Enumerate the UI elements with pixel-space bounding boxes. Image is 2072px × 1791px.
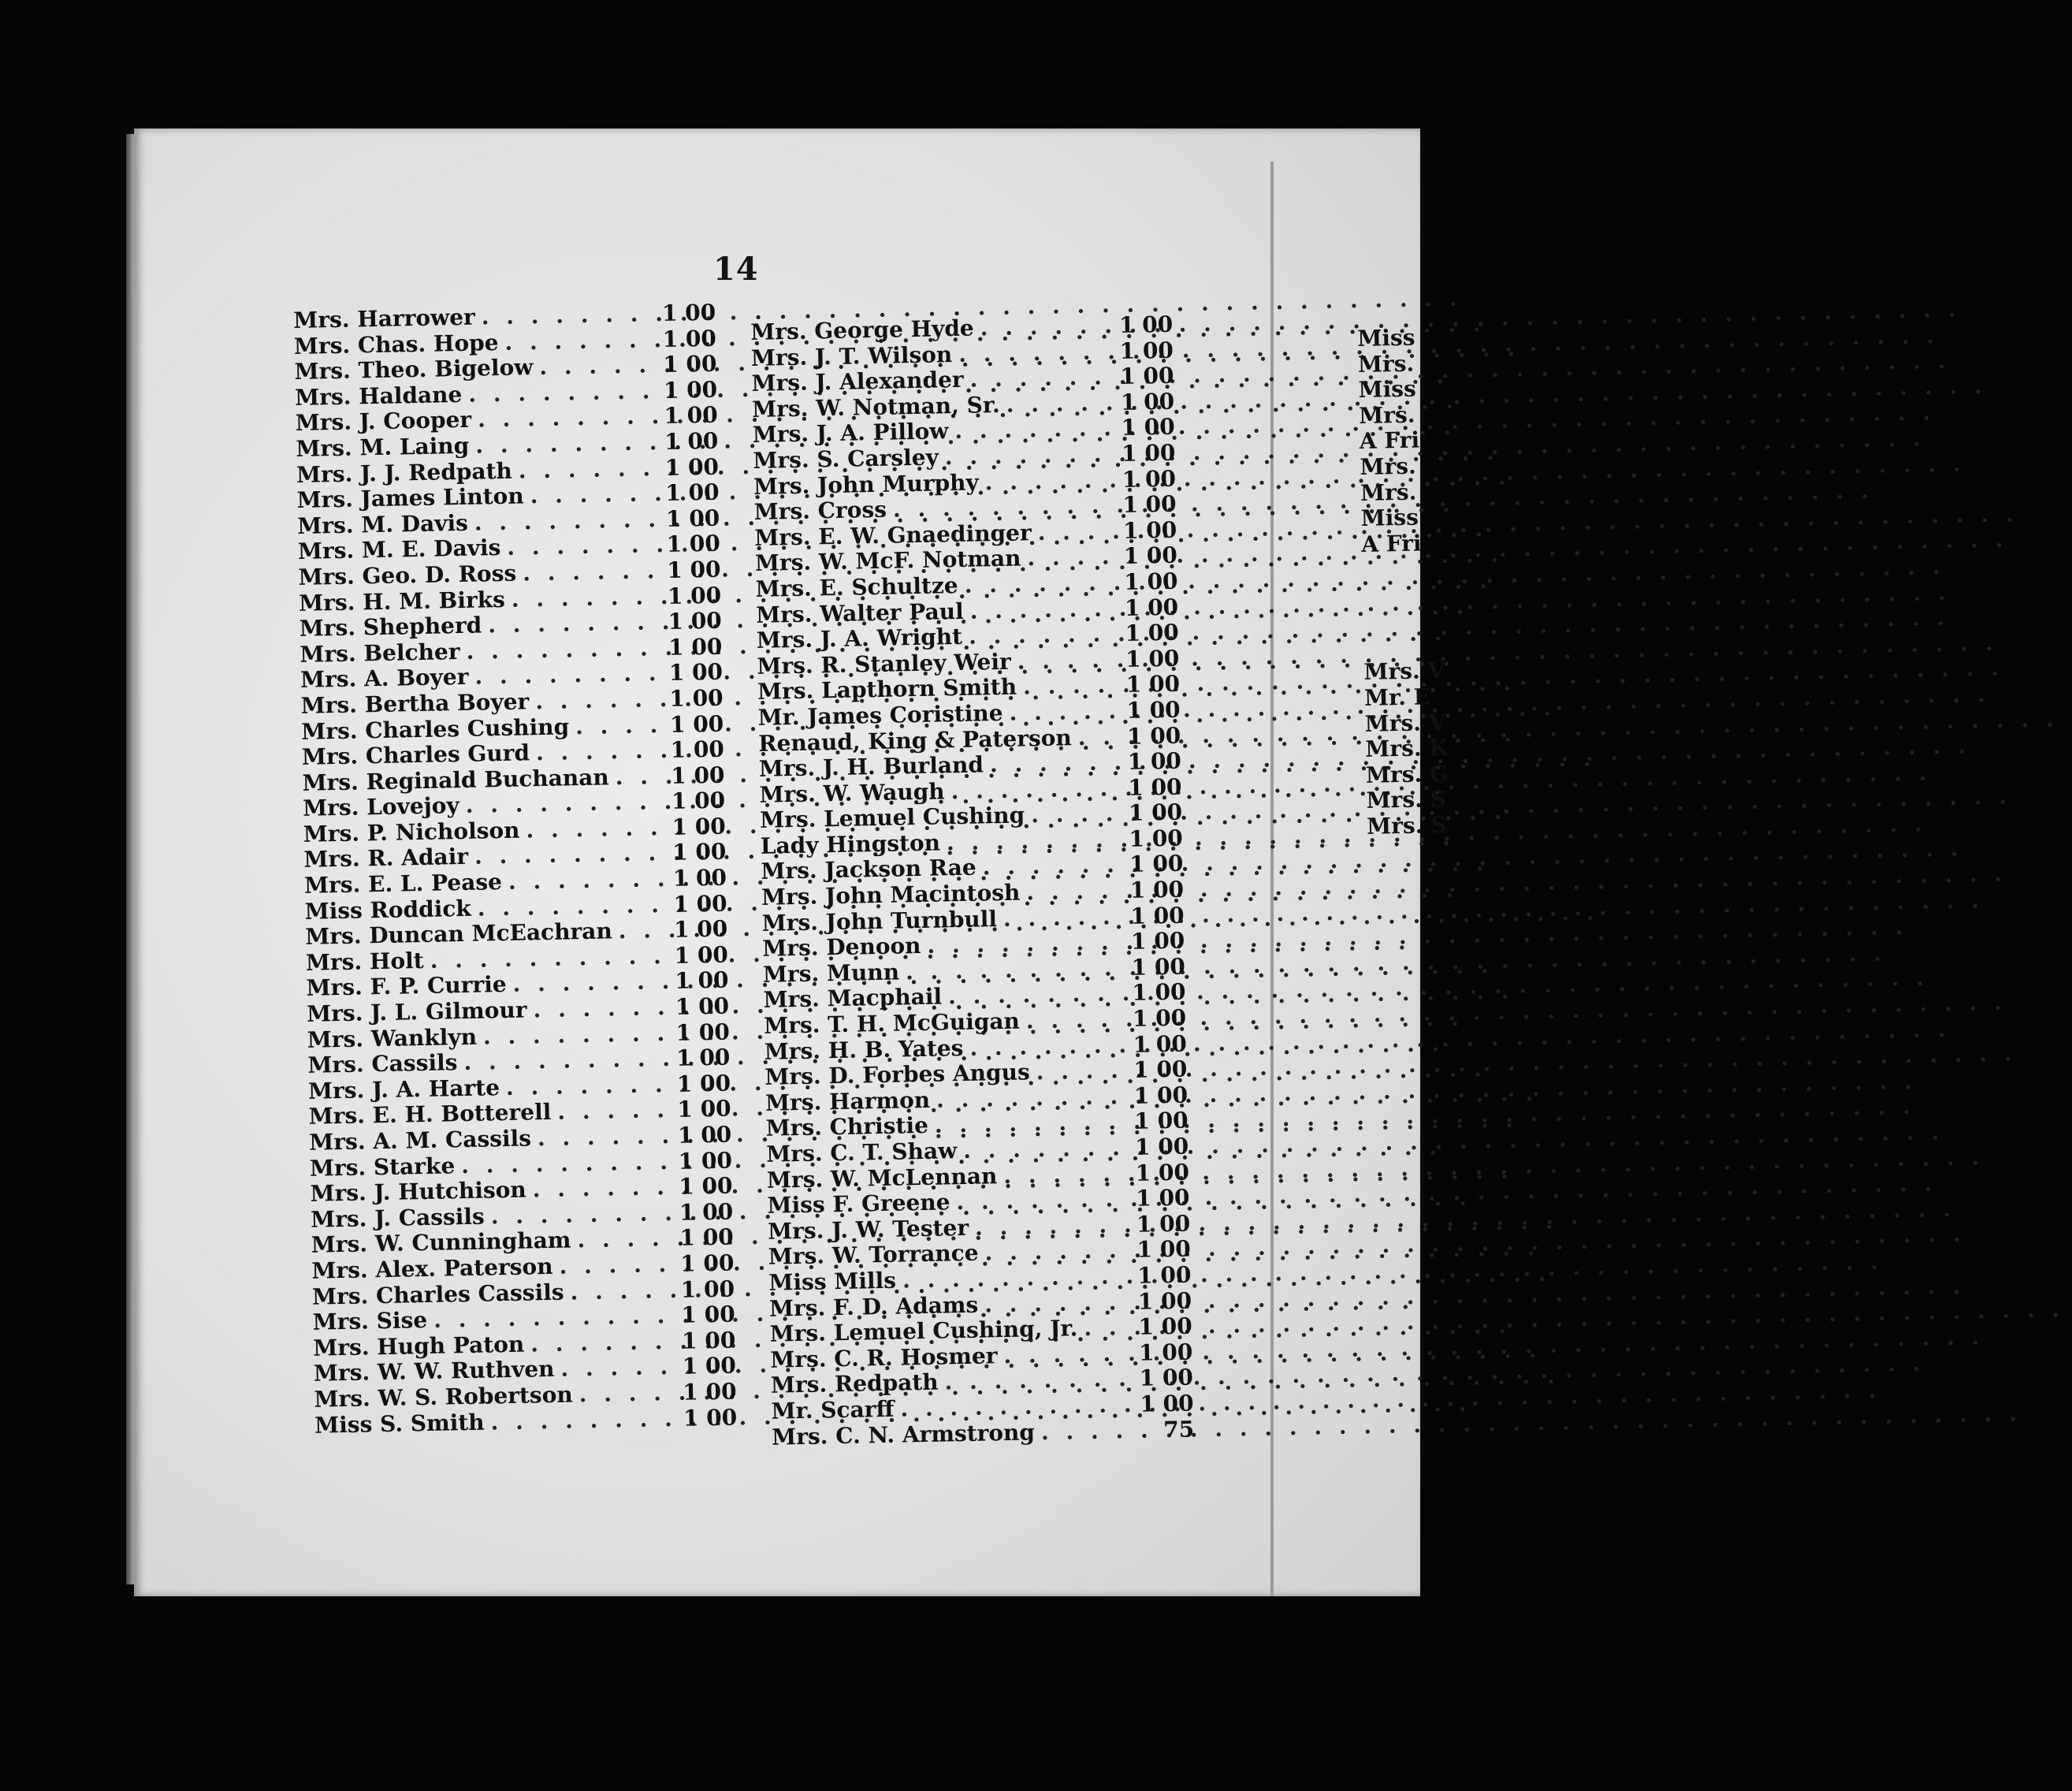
donor-name: Mrs. James Linton [296,482,524,514]
donation-amount: 1 00 [677,1121,732,1149]
donation-amount: 1 00 [668,607,723,635]
donation-amount: 1 00 [1130,902,1185,929]
donation-amount: 1 00 [1139,1390,1194,1417]
donation-amount: 1 00 [669,684,724,712]
donation-amount: 1 00 [675,992,730,1020]
donation-amount: 1 00 [674,941,729,969]
donation-amount: 1 00 [663,376,718,404]
page-number: 14 [713,251,759,288]
donor-name: Mrs. Duncan McEachran [305,918,613,951]
donation-amount: 1 00 [1133,1056,1188,1084]
donation-amount: 1 00 [678,1147,733,1175]
donor-name-fragment: Mrs. G [1365,760,1449,788]
donor-name: Mrs. R. Stanley Weir [757,648,1011,680]
donation-amount: 1 00 [670,761,725,789]
donation-amount: 1 00 [1118,311,1174,339]
donor-name: Mrs. J. J. Redpath [296,457,513,488]
donor-name: Mrs. C. T. Shaw [766,1138,958,1167]
donor-name: Mrs. F. D. Adams [768,1291,979,1322]
donor-name: Mrs. W. Torrance [768,1240,979,1271]
donor-name: Mrs. George Hyde [750,315,975,345]
donor-name: Mrs. Christie [765,1112,929,1142]
donation-amount: 1 00 [670,735,725,764]
donation-amount: 1 00 [1131,978,1186,1007]
donor-name: Mrs. T. H. McGuigan [763,1007,1021,1039]
middle-column [750,311,1200,1450]
donor-name: Mrs. Belcher [299,638,460,668]
donation-amount: 1 00 [669,710,724,738]
donor-name: Mrs. C. N. Armstrong [771,1418,1036,1450]
donor-name: Mrs. J. L. Gilmour [306,996,527,1027]
donation-amount: 1 00 [680,1275,735,1303]
donation-amount: 1 00 [666,556,721,583]
donor-name-fragment: Miss [1357,324,1415,352]
donor-name: Mr. James Coristine [757,699,1003,731]
donor-name: Mrs. F. P. Currie [306,971,507,1002]
donor-name: Mrs. Holt [305,947,424,976]
donor-name: Mrs. Sise [312,1307,428,1335]
donor-name: Mrs. John Turnbull [761,905,998,936]
list-item-fragment [1358,375,1441,403]
donation-amount: 1 00 [1136,1235,1192,1264]
donor-name-fragment: Mrs. V [1364,709,1446,737]
donation-amount: 1 00 [1129,876,1185,903]
donor-name: Mrs. W. McLennan [766,1162,998,1193]
donation-amount: 1 00 [1127,773,1182,801]
donation-amount: 1 00 [1138,1339,1193,1366]
donation-amount: 1 00 [1125,670,1181,698]
donation-amount: 1 00 [1119,362,1174,390]
donor-name-fragment: Mrs. [1360,478,1417,506]
donor-name: Mrs. W. McF. Notman [754,545,1021,577]
right-column-fragment [1357,324,1450,839]
donor-name: Mrs. J. A. Harte [307,1074,500,1104]
donor-name: Miss S. Smith [314,1409,485,1439]
donation-amount: 1 00 [661,299,716,327]
donation-amount: 1 00 [1135,1184,1190,1212]
donor-name: Mrs. John Murphy [753,469,980,500]
donor-name: Mrs. J. Cooper [295,407,472,437]
donor-name: Mrs. Harrower [293,303,476,333]
donation-amount: 75 [1162,1415,1195,1443]
donor-name: Mr. Scarff [771,1395,895,1424]
donation-amount: 1 00 [1133,1082,1189,1109]
donation-amount: 1 00 [675,1018,731,1046]
donation-amount: 1 00 [1134,1107,1189,1135]
donor-name: Mrs. M. E. Davis [297,534,501,565]
donor-name: Mrs. P. Nicholson [303,817,520,847]
donor-name: Mrs. Cassils [307,1049,458,1079]
donation-amount: 1 00 [678,1172,733,1200]
donation-amount: 1 00 [1132,1004,1187,1032]
donor-name: Mrs. Denoon [762,933,921,963]
donation-amount: 1 00 [664,402,719,430]
donor-name: Mrs. H. M. Birks [298,586,506,616]
donor-name: Mrs. M. Davis [297,509,469,539]
list-item-fragment [1360,452,1443,480]
column-gap [1362,555,1447,659]
donor-name: Mrs. D. Forbes Angus [764,1059,1030,1091]
donation-amount: 1 00 [679,1249,735,1277]
list-item-fragment [1359,401,1442,429]
list-item-fragment [1360,426,1443,454]
donation-amount: 1 00 [1128,799,1183,827]
donor-name-fragment: Mrs. [1358,401,1415,429]
donor-name: Mrs. Jackson Rae [761,855,976,885]
donor-name: Mrs. Bertha Boyer [300,688,530,719]
donor-name: Mrs. J. W. Tester [767,1214,969,1245]
donation-amount: 1 00 [1129,851,1184,878]
donation-amount: 1 00 [682,1378,737,1406]
list-item-fragment [1364,683,1448,711]
donor-name: Mrs. J. H. Burland [758,751,984,782]
donor-name-fragment: Mrs. [1360,452,1417,480]
donor-name: Mrs. J. Hutchison [310,1176,527,1207]
donation-amount: 1 00 [671,787,726,815]
donor-name: Mrs. A. M. Cassils [309,1125,532,1156]
donation-amount: 1 00 [1121,414,1176,441]
donation-amount: 1 00 [1133,1030,1188,1058]
donor-name: Mrs. R. Adair [303,843,469,873]
list-item-fragment [1360,478,1444,506]
donation-amount: 1 00 [666,530,721,558]
donation-amount: 1 00 [671,813,727,840]
donation-amount: 1 00 [1125,645,1180,672]
donor-name: Mrs. Wanklyn [307,1023,478,1053]
donation-amount: 1 00 [1130,927,1185,955]
donor-name-fragment: Miss [1360,504,1419,532]
donation-amount: 1 00 [1126,722,1181,750]
donation-amount: 1 00 [665,478,720,507]
donation-amount: 1 00 [673,915,728,944]
donor-name: Mrs. Harmon [764,1086,931,1116]
list-item-fragment [1360,504,1444,531]
donation-amount: 1 00 [1134,1133,1189,1160]
list-item-fragment [1358,350,1441,378]
list-item-fragment [1357,324,1441,352]
donation-amount: 1 00 [665,505,720,532]
donor-name: Mrs. Redpath [770,1369,939,1399]
donor-name: Mrs. John Macintosh [761,879,1021,910]
donor-name: Mrs. Walter Paul [755,598,964,628]
donor-name: Mrs. Lapthorn Smith [757,673,1017,706]
list-item-fragment [1366,761,1449,788]
donor-name-fragment: Mrs. K [1365,735,1449,763]
donation-amount: 1 00 [673,890,727,918]
donor-name: Mrs. Lovejoy [302,792,460,822]
donor-name: Mrs. E. Schultze [755,572,958,602]
donor-name: Mrs. H. B. Yates [764,1034,964,1065]
donor-name: Mrs. Macphail [763,983,943,1014]
donor-name: Mrs. W. W. Ruthven [313,1356,555,1387]
donation-amount: 1 00 [1127,747,1182,776]
donor-name-fragment: Miss [1358,375,1417,404]
donor-name: Mrs. Charles Cassils [311,1279,564,1310]
donation-amount: 1 00 [662,350,717,378]
donor-name: Mrs. W. S. Robertson [314,1381,573,1413]
donor-name: Mrs. Lemuel Cushing [759,802,1025,834]
donation-amount: 1 00 [667,582,722,609]
donor-name-fragment: Mrs. V [1363,657,1445,686]
donation-amount: 1 00 [1122,465,1177,493]
donation-amount: 1 00 [668,658,724,687]
donation-amount: 1 00 [677,1095,731,1123]
donor-name: Mrs. Reginald Buchanan [302,764,610,796]
donor-name: Mrs. J. A. Pillow [752,418,949,449]
donor-name: Mrs. Charles Cushing [301,713,570,745]
donor-name-fragment: Mrs. S [1366,786,1447,814]
donation-amount: 1 00 [664,453,720,481]
donor-name: Mrs. Munn [762,959,900,988]
donor-name: Mrs. Cross [753,496,887,526]
donation-amount: 1 00 [671,839,727,866]
list-item-fragment [1361,530,1445,557]
donor-name: Miss Roddick [304,895,472,925]
list-item-fragment [1366,786,1449,814]
donation-amount: 1 00 [674,966,729,995]
donation-amount: 1 00 [1135,1159,1190,1186]
donor-name: Mrs. Chas. Hope [293,329,499,359]
donor-name: Mrs. J. Cassils [310,1203,485,1233]
donation-amount: 1 00 [1138,1313,1192,1340]
donor-name: Mrs. M. Laing [296,432,470,462]
donation-amount: 1 00 [1137,1287,1192,1315]
donor-name: Mrs. E. L. Pease [303,869,503,899]
donation-amount: 1 00 [668,633,723,661]
donor-name: Mrs. E. W. Gnaedinger [754,519,1032,551]
donor-name: Mrs. C. R. Hosmer [770,1342,998,1373]
donor-name: Mrs. W. Cunningham [311,1227,571,1259]
donor-name: Miss Mills [768,1267,897,1296]
donation-amount: 1 00 [672,864,727,892]
list-item-fragment [1365,735,1449,762]
donor-name: Renaud, King & Paterson [758,724,1073,757]
donation-amount: 1 00 [1122,490,1177,519]
donor-name: Mrs. J. A. Wright [756,624,963,654]
donation-amount: 1 00 [664,427,719,455]
donor-name: Mrs. Geo. D. Ross [298,560,517,590]
list-item-fragment [1367,812,1450,840]
donor-name: Mrs. J. T. Wilson [750,341,953,371]
donation-amount: 1 00 [1124,594,1179,621]
donor-name: Mrs. Haldane [294,381,463,411]
donation-amount: 1 00 [1119,337,1174,364]
donor-name: Mrs. Hugh Paton [313,1331,525,1361]
donation-amount: 1 00 [675,1044,731,1072]
donor-name-fragment: A Fri [1359,426,1420,455]
donor-name: Mrs. W. Notman, Sr. [751,391,1001,423]
donation-amount: 1 00 [1122,516,1177,544]
donor-name: Mrs. Lemuel Cushing, Jr. [769,1315,1078,1347]
donor-name-fragment: Mrs. [1357,350,1415,378]
donor-name: Mrs. Shepherd [299,612,482,642]
donation-amount: 1 00 [1129,825,1184,852]
donor-name: Mrs. Theo. Bigelow [294,354,534,385]
donation-amount: 1 00 [1125,619,1180,647]
donation-amount: 1 00 [679,1198,734,1226]
donation-amount: 1 00 [683,1403,738,1432]
donation-amount: 1 00 [1120,388,1175,415]
donation-amount: 1 00 [676,1070,731,1097]
donor-name: Mrs. A. Boyer [299,664,469,694]
list-item-fragment [1363,657,1447,685]
donor-name: Miss F. Greene [767,1189,950,1219]
donation-amount: 1 00 [1139,1364,1194,1392]
donor-name: Mrs. S. Carsley [753,444,939,474]
left-column [293,300,743,1438]
donor-name: Mrs. Alex. Paterson [311,1253,553,1284]
donor-name: Mrs. W. Waugh [759,778,945,808]
donation-amount: 1 00 [679,1223,735,1252]
donation-amount: 1 00 [1123,568,1178,595]
donation-amount: 1 00 [662,325,717,352]
donation-amount: 1 00 [1131,953,1186,981]
donor-name-fragment: Mr. E [1363,683,1431,711]
donation-amount: 1 00 [681,1301,735,1328]
donation-amount: 1 00 [682,1352,737,1380]
donor-name: Mrs. E. H. Botterell [308,1099,552,1130]
donation-amount: 1 00 [1136,1210,1191,1238]
list-item-fragment [1364,709,1448,736]
donation-amount: 1 00 [1126,696,1181,724]
donor-name: Lady Hingston [760,829,941,859]
donation-amount: 1 00 [681,1327,736,1354]
donation-amount: 1 00 [1121,439,1176,467]
donor-name-fragment: Mrs. S [1366,811,1447,840]
donation-amount: 1 00 [1136,1261,1192,1289]
donation-amount: 1 00 [1123,542,1178,570]
donor-name-fragment: A Fri [1361,530,1422,557]
donor-name: Mrs. Charles Gurd [301,739,530,770]
donor-name: Mrs. J. Alexander [751,367,964,397]
donor-name: Mrs. Starke [309,1152,456,1182]
